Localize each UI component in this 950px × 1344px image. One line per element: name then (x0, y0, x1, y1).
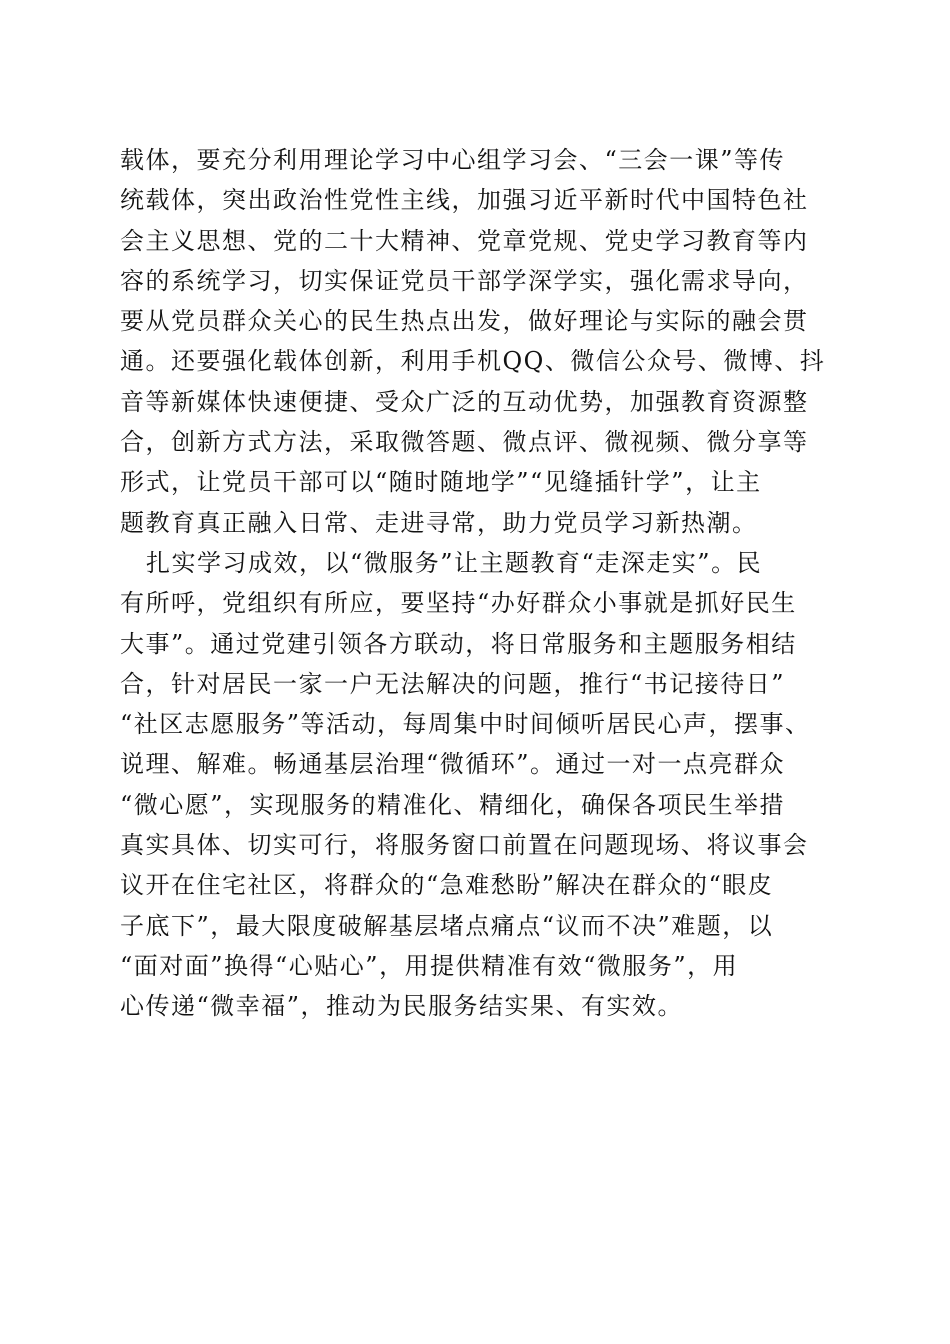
text-line: 容的系统学习，切实保证党员干部学深学实，强化需求导向， (120, 266, 809, 295)
text-line: “微心愿”，实现服务的精准化、精细化，确保各项民生举措 (120, 790, 786, 819)
text-line: “社区志愿服务”等活动，每周集中时间倾听居民心声，摆事、 (120, 710, 811, 739)
text-line: 通。还要强化载体创新，利用手机QQ、微信公众号、微博、抖 (120, 347, 826, 376)
text-line: 大事”。通过党建引领各方联动，将日常服务和主题服务相结 (120, 629, 797, 658)
text-line: “面对面”换得“心贴心”，用提供精准有效“微服务”，用 (120, 951, 739, 980)
text-line: 题教育真正融入日常、走进寻常，助力党员学习新热潮。 (120, 508, 758, 537)
text-line: 合，创新方式方法，采取微答题、微点评、微视频、微分享等 (120, 428, 809, 457)
text-line: 有所呼，党组织有所应，要坚持“办好群众小事就是抓好民生 (120, 589, 797, 618)
text-line: 音等新媒体快速便捷、受众广泛的互动优势，加强教育资源整 (120, 387, 809, 416)
text-line: 真实具体、切实可行，将服务窗口前置在问题现场、将议事会 (120, 831, 809, 860)
text-line: 统载体，突出政治性党性主线，加强习近平新时代中国特色社 (120, 186, 809, 215)
text-line: 合，针对居民一家一户无法解决的问题，推行“书记接待日” (120, 669, 786, 698)
text-line: 心传递“微幸福”，推动为民服务结实果、有实效。 (120, 992, 684, 1021)
text-line: 说理、解难。畅通基层治理“微循环”。通过一对一点亮群众 (120, 750, 786, 779)
text-line: 要从党员群众关心的民生热点出发，做好理论与实际的融会贯 (120, 307, 809, 336)
text-line: 载体，要充分利用理论学习中心组学习会、“三会一课”等传 (120, 146, 786, 174)
paragraph-first-line: 扎实学习成效，以“微服务”让主题教育“走深走实”。民 (146, 548, 763, 577)
text-line: 议开在住宅社区，将群众的“急难愁盼”解决在群众的“眼皮 (120, 871, 774, 900)
text-line: 子底下”，最大限度破解基层堵点痛点“议而不决”难题，以 (120, 911, 774, 940)
text-line: 会主义思想、党的二十大精神、党章党规、党史学习教育等内 (120, 226, 809, 255)
body-text (120, 140, 840, 1027)
text-line: 形式，让党员干部可以“随时随地学”“见缝插针学”，让主 (120, 468, 762, 497)
